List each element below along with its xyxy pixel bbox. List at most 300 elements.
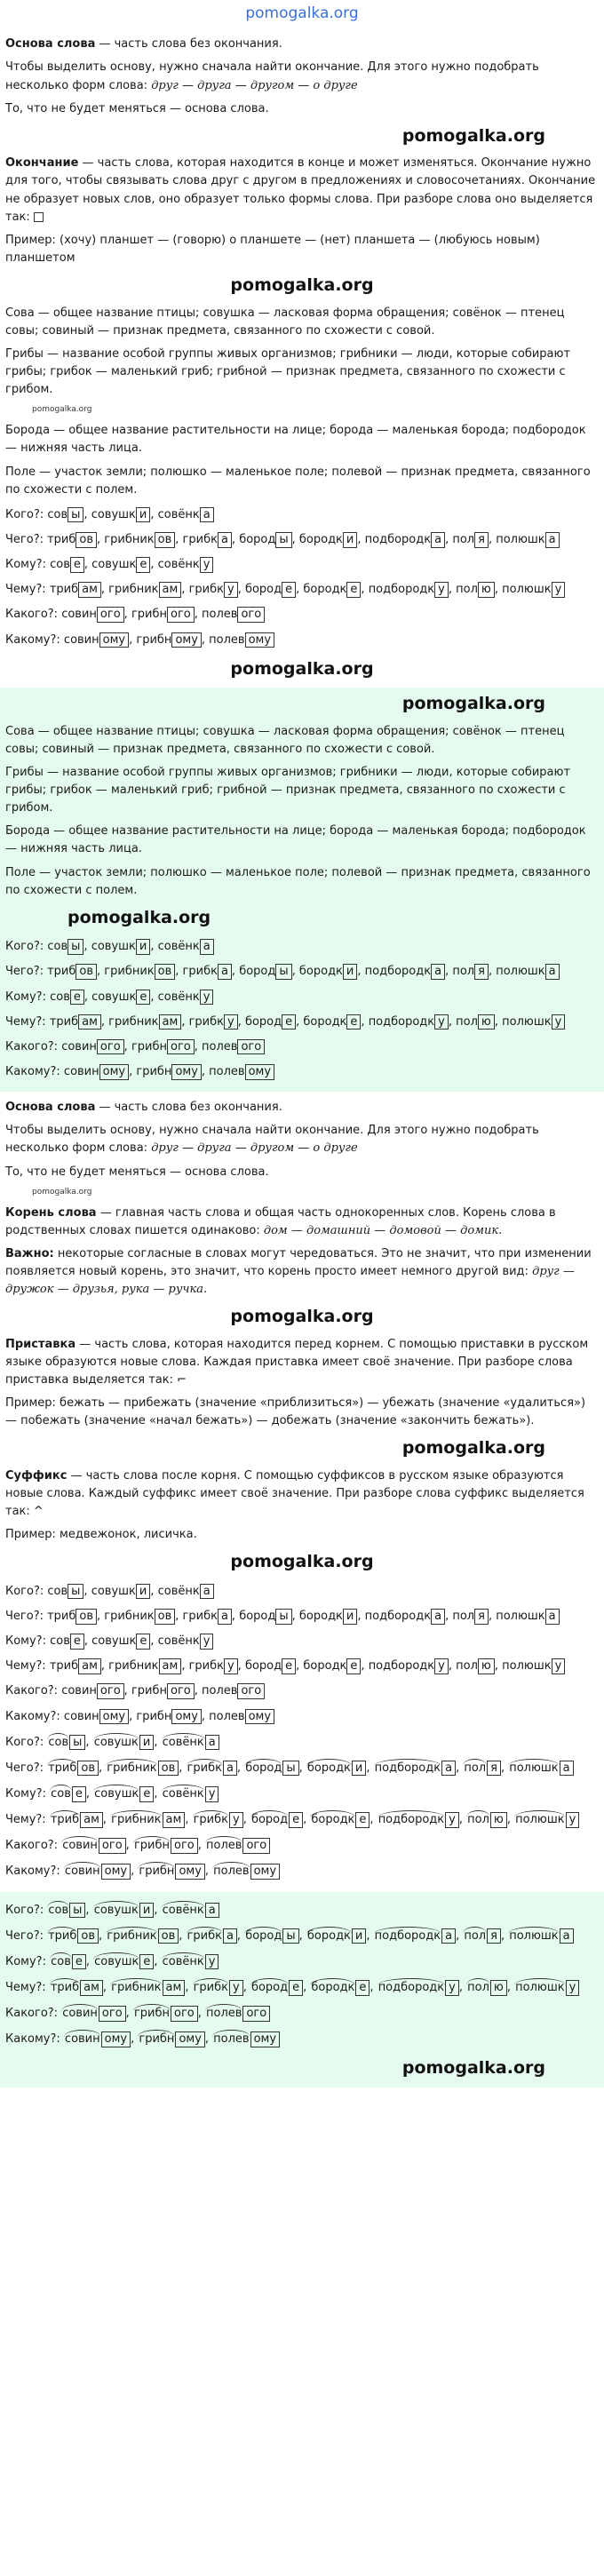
word-stem: полюшк — [502, 1014, 552, 1029]
word-ending: ов — [155, 1609, 176, 1625]
word-ending: ов — [155, 532, 176, 548]
word-stem: грибн — [136, 1709, 172, 1723]
word-ending: ого — [99, 1838, 126, 1854]
case-word — [205, 2007, 270, 2020]
word-ending: ого — [97, 607, 124, 623]
case-word — [108, 583, 181, 596]
word-ending: ому — [250, 1864, 280, 1880]
pristavka-definition: Приставка — часть слова, которая находится перед корнем. С помощью приставки в русском языке образуются новые слова. Каждая приставка имеет своё значение. При разборе слова приставка выделяется так: ⌐ — [5, 1337, 589, 1387]
word-stem: бород — [244, 1927, 282, 1945]
case-word — [310, 1981, 370, 1994]
word-stem: триб — [50, 1810, 80, 1829]
case-label: Чего?: — [5, 1928, 48, 1943]
word-stem: совушк — [93, 1952, 139, 1971]
case-label: Кого?: — [5, 1584, 48, 1598]
word-ending: у — [205, 1954, 219, 1970]
word-stem: полюшк — [496, 1610, 545, 1624]
case-row-kogo: Кого?: сов ы , совушк и , совёнк а — [5, 1901, 599, 1920]
word-stem: грибк — [182, 1610, 218, 1624]
word-ending: е — [70, 990, 84, 1006]
case-word — [187, 1761, 237, 1775]
section-final — [0, 1892, 604, 2087]
word-ending: а — [545, 1609, 560, 1625]
word-stem: сов — [47, 1733, 69, 1752]
case-word — [212, 2032, 280, 2046]
word-ending: а — [545, 964, 560, 980]
word-stem: полев — [202, 1039, 238, 1053]
case-label: Какому?: — [5, 1064, 64, 1078]
word-ending: е — [139, 1786, 154, 1802]
case-word — [64, 1864, 131, 1878]
word-stem: полюшк — [496, 965, 545, 979]
case-word — [193, 1813, 243, 1826]
case-word — [104, 1610, 175, 1623]
word-stem: совин — [64, 2030, 101, 2048]
suffix-mark-icon: ^ — [33, 1505, 44, 1519]
osnova-explanation: Чтобы выделить основу, нужно сначала найти окончание. Для этого нужно подобрать несколько форм слова: друг — друга — другом — о друге — [5, 60, 539, 92]
case-word — [209, 1710, 274, 1723]
form-3: другом — [250, 78, 295, 92]
word-ending: ов — [155, 964, 176, 980]
word-stem: подбородк — [364, 965, 432, 979]
word-stem: бородк — [310, 1810, 355, 1829]
word-ending: а — [205, 1903, 219, 1919]
word-ending: а — [205, 1735, 219, 1751]
case-word — [162, 1787, 219, 1801]
word-stem: совин — [61, 2004, 99, 2023]
word-stem: пол — [452, 965, 475, 979]
case-word — [378, 1981, 459, 1994]
case-label: Чему?: — [5, 1813, 50, 1827]
case-word — [47, 533, 97, 546]
okonch-example: Пример: (хочу) планшет — (говорю) о планшете — (нет) планшета — (любуюсь новым) планшетом — [5, 233, 540, 266]
word-stem: полев — [209, 1709, 245, 1723]
word-stem: полев — [202, 1684, 238, 1698]
word-stem: бород — [244, 583, 282, 597]
watermark: pomogalka.org — [230, 1307, 374, 1327]
word-stem: грибк — [182, 965, 218, 979]
word-stem: совёнк — [162, 1785, 205, 1803]
section-morphemes — [0, 1092, 604, 1891]
word-ending: у — [434, 582, 449, 598]
case-label: Чего?: — [5, 1761, 48, 1775]
word-stem: бородк — [298, 965, 343, 979]
case-word — [209, 1065, 274, 1078]
case-word — [47, 1929, 99, 1943]
case-row-chemu: Чему?: триб ам , грибник ам , грибк у , бород е , бородк е , подбородк у , пол ю , полюшк у — [5, 1810, 599, 1829]
koren-important: Важно: некоторые согласные в словах могут чередоваться. Это не значит, что при изменении появляется новый корень, это значит, что корень просто имеет немного другой вид: друг — дружок — друзья, рука — ручка. — [5, 1246, 592, 1297]
word-stem: грибн — [131, 608, 167, 622]
word-stem: сов — [50, 558, 70, 572]
word-stem: полюшк — [514, 1978, 565, 1997]
section-repeat — [0, 688, 604, 1092]
osnova-explanation-2: Чтобы выделить основу, нужно сначала найти окончание. Для этого нужно подобрать несколько форм слова: друг — друга — другом — о друге — [5, 1124, 539, 1156]
word-ending: е — [289, 1812, 303, 1828]
word-ending: а — [441, 1761, 456, 1777]
case-word — [61, 608, 123, 621]
case-word — [93, 1787, 154, 1801]
word-ending: ам — [159, 582, 182, 598]
case-row-chego: Чего?: триб ов , грибник ов , грибк а , бород ы , бородк и , подбородк а , пол я , полюшк а — [5, 963, 599, 981]
word-stem: бородк — [306, 1927, 352, 1945]
word-ending: а — [560, 1761, 574, 1777]
case-word — [245, 1659, 296, 1673]
word-ending: е — [346, 582, 361, 598]
koren-definition: Корень слова — главная часть слова и общая часть однокоренных слов. Корень слова в родственных словах пишется одинаково: дом — домашний — домовой — домик. — [5, 1205, 556, 1237]
case-label: Чему?: — [5, 1980, 50, 1994]
word-ending: и — [136, 507, 150, 523]
case-word — [310, 1813, 370, 1826]
word-stem: пол — [466, 1810, 490, 1829]
case-row-komu: Кому?: сов е , совушк е , совёнк у — [5, 1785, 599, 1803]
case-word — [110, 1813, 185, 1826]
case-word — [193, 1981, 243, 1994]
word-ending: ам — [78, 1658, 101, 1674]
word-ending: а — [218, 964, 232, 980]
word-stem: грибк — [187, 1759, 223, 1777]
word-ending: ого — [167, 1683, 195, 1699]
case-word — [183, 965, 232, 978]
word-ending: е — [355, 1812, 370, 1828]
word-stem: грибник — [108, 1014, 159, 1029]
word-ending: ов — [76, 532, 97, 548]
case-label: Какого?: — [5, 1839, 62, 1853]
case-label: Какому?: — [5, 2032, 64, 2047]
word-ending: и — [136, 939, 150, 955]
case-word — [456, 1015, 495, 1029]
word-stem: совёнк — [157, 940, 200, 954]
word-pole: Поле — участок земли; полюшко — маленькое поле; полевой — признак предмета, связанного по схожести с полем. — [5, 465, 591, 497]
ending-box-icon — [34, 212, 44, 222]
prefix-mark-icon: ⌐ — [177, 1373, 187, 1387]
case-word — [205, 1839, 270, 1852]
word-stem: совин — [61, 1836, 99, 1855]
case-word — [47, 965, 97, 978]
case-word — [365, 965, 445, 978]
word-stem: грибк — [188, 1014, 224, 1029]
case-word — [496, 533, 559, 546]
case-word — [189, 583, 238, 596]
word-ending: е — [136, 990, 150, 1006]
case-row-kakomu2: Какому?: совин ому , грибн ому , полев ому — [5, 632, 599, 649]
case-word — [47, 1736, 85, 1749]
case-word — [502, 1659, 565, 1673]
case-word — [212, 1864, 280, 1878]
word-stem: бород — [244, 1014, 282, 1029]
section-osnova — [0, 28, 604, 688]
case-label: Кому?: — [5, 1787, 51, 1801]
okonch-term: Окончание — [5, 156, 79, 171]
form-4: о друге — [313, 78, 358, 92]
case-label: Кого?: — [5, 1903, 48, 1917]
case-word — [47, 1904, 85, 1917]
word-ending: и — [343, 1609, 357, 1625]
word-stem: полюшк — [514, 1810, 565, 1829]
watermark: pomogalka.org — [230, 1552, 374, 1572]
word-ending: я — [474, 1609, 489, 1625]
watermark: pomogalka.org — [230, 658, 374, 679]
word-stem: сов — [47, 940, 68, 954]
case-word — [91, 1634, 150, 1648]
case-word — [502, 583, 565, 596]
word-ending: ы — [68, 507, 83, 523]
form-2: друга — [197, 78, 232, 92]
word-boroda: Борода — общее название растительности на лице; борода — маленькая борода; подбородок — нижняя часть лица. — [5, 424, 586, 456]
watermark: pomogalka.org — [401, 694, 545, 714]
word-stem: бород — [239, 965, 276, 979]
word-stem: грибник — [104, 965, 155, 979]
word-stem: сов — [50, 1785, 72, 1803]
word-ending: ю — [478, 1014, 495, 1030]
case-word — [245, 583, 296, 596]
cases-list-1 — [5, 506, 599, 649]
case-word — [104, 965, 175, 978]
word-ending: ому — [101, 1864, 131, 1880]
case-row-chemu: Чему?: триб ам , грибник ам , грибк у , бород е , бородк е , подбородк у , пол ю , полюшк у — [5, 1014, 599, 1031]
word-stem: подбородк — [368, 1659, 435, 1674]
word-stem: грибк — [188, 583, 224, 597]
word-stem: полюшк — [502, 583, 552, 597]
case-word — [64, 1710, 129, 1723]
case-row-kogo: Кого?: сов ы , совушк и , совёнк а — [5, 506, 599, 524]
word-stem: совёнк — [157, 1634, 200, 1649]
word-ending: а — [223, 1928, 237, 1944]
case-word — [452, 533, 489, 546]
word-stem: совин — [63, 1709, 99, 1723]
case-label: Чего?: — [5, 1610, 48, 1624]
word-ending: я — [474, 964, 489, 980]
word-ending: ю — [490, 1980, 507, 1996]
word-ending: а — [560, 1928, 574, 1944]
case-word — [202, 1040, 265, 1053]
word-ending: е — [136, 1634, 150, 1650]
word-ending: и — [343, 964, 357, 980]
case-row-kakomu: Какого?: совин ого , грибн ого , полев ого — [5, 1682, 599, 1700]
case-row-kogo: Кого?: сов ы , совушк и , совёнк а — [5, 1733, 599, 1752]
word-stem: бород — [250, 1810, 289, 1829]
word-stem: грибник — [110, 1810, 162, 1829]
word-stem: полев — [212, 2030, 250, 2048]
watermark: pomogalka.org — [32, 405, 92, 415]
case-word — [508, 1761, 573, 1775]
word-ending: и — [139, 1735, 154, 1751]
word-ending: ам — [163, 1812, 186, 1828]
word-stem: совушк — [93, 1901, 139, 1920]
word-ending: ы — [68, 939, 83, 955]
word-ending: и — [136, 1584, 150, 1600]
case-word — [303, 583, 361, 596]
word-stem: полев — [212, 1862, 250, 1880]
case-word — [202, 608, 265, 621]
word-stem: совёнк — [162, 1733, 205, 1752]
case-word — [158, 1634, 214, 1648]
word-ending: ы — [275, 532, 291, 548]
word-ending: е — [72, 1954, 86, 1970]
case-word — [250, 1981, 303, 1994]
word-ending: е — [70, 557, 84, 573]
word-stem: совин — [63, 632, 99, 647]
word-stem: триб — [49, 1014, 79, 1029]
watermark: pomogalka.org — [401, 2058, 545, 2079]
word-ending: ам — [78, 1014, 101, 1030]
case-word — [133, 1839, 198, 1852]
case-label: Кому?: — [5, 1634, 51, 1649]
word-ending: у — [200, 1634, 214, 1650]
case-word — [61, 1040, 123, 1053]
word-stem: совин — [61, 1684, 97, 1698]
case-word — [108, 1659, 181, 1673]
word-ending: ам — [159, 1658, 182, 1674]
case-label: Кому?: — [5, 558, 51, 572]
case-word — [466, 1981, 507, 1994]
word-ending: е — [346, 1658, 361, 1674]
case-word — [64, 633, 129, 647]
case-word — [189, 1015, 238, 1029]
word-ending: у — [229, 1980, 243, 1996]
case-word — [50, 558, 84, 571]
word-ending: ы — [69, 1735, 85, 1751]
case-word — [239, 1610, 291, 1623]
word-stem: грибн — [136, 1064, 172, 1078]
word-ending: я — [474, 532, 489, 548]
word-ending: и — [352, 1928, 366, 1944]
word-ending: и — [343, 532, 357, 548]
word-stem: полюшк — [502, 1659, 552, 1674]
case-word — [365, 533, 445, 546]
word-stem: пол — [456, 583, 478, 597]
word-stem: совин — [61, 608, 97, 622]
word-stem: полюшк — [496, 532, 545, 546]
word-stem: триб — [47, 1759, 77, 1777]
case-word — [239, 965, 291, 978]
case-word — [299, 1610, 357, 1623]
case-label: Чему?: — [5, 1014, 50, 1029]
word-ending: ого — [167, 1039, 195, 1055]
word-ending: е — [70, 1634, 84, 1650]
case-row-kakomu: Какого?: совин ого , грибн ого , полев ого — [5, 2004, 599, 2023]
word-ending: ому — [171, 1709, 201, 1725]
cases-list-2 — [5, 938, 599, 1081]
word-ending: я — [487, 1928, 501, 1944]
case-label: Кого?: — [5, 940, 48, 954]
case-word — [514, 1813, 579, 1826]
word-stem: грибн — [136, 632, 172, 647]
word-ending: у — [566, 1812, 580, 1828]
case-word — [106, 1761, 179, 1775]
word-ending: а — [218, 532, 232, 548]
case-label: Кому?: — [5, 1954, 51, 1968]
case-word — [466, 1813, 507, 1826]
word-ending: е — [282, 582, 296, 598]
word-ending: а — [431, 532, 445, 548]
word-stem: подбородк — [374, 1927, 441, 1945]
case-row-chemu: Чему?: триб ам , грибник ам , грибк у , бород е , бородк е , подбородк у , пол ю , полюшк у — [5, 1658, 599, 1675]
case-row-kakomu: Какого?: совин ого , грибн ого , полев ого — [5, 1038, 599, 1056]
word-ending: у — [224, 582, 238, 598]
case-word — [61, 2007, 125, 2020]
case-word — [306, 1929, 366, 1943]
word-ending: у — [434, 1658, 449, 1674]
word-stem: совин — [61, 1039, 97, 1053]
word-stem: полев — [205, 2004, 242, 2023]
case-word — [306, 1761, 366, 1775]
word-ending: ому — [101, 2031, 131, 2047]
word-stem: совёнк — [157, 558, 200, 572]
case-word — [136, 1710, 202, 1723]
word-ending: ы — [69, 1903, 85, 1919]
word-ending: а — [441, 1928, 456, 1944]
case-word — [91, 508, 151, 521]
word-stem: пол — [456, 1659, 478, 1674]
word-ending: а — [200, 1584, 214, 1600]
word-ending: ого — [171, 2006, 198, 2022]
case-word — [369, 1015, 449, 1029]
word-griby: Грибы — название особой группы живых организмов; грибники — люди, которые собирают грибы; грибок — маленький гриб; грибной — признак предмета, связанного по схожести с грибом. — [5, 346, 571, 397]
case-word — [496, 965, 559, 978]
word-stem: грибк — [188, 1659, 224, 1674]
word-ending: е — [136, 557, 150, 573]
site-logo[interactable]: pomogalka.org — [245, 4, 359, 22]
word-ending: ов — [158, 1928, 179, 1944]
case-word — [61, 1839, 125, 1852]
osnova-definition-2: Основа слова — часть слова без окончания. — [5, 1101, 282, 1115]
word-stem: пол — [466, 1978, 490, 1997]
case-row-chego: Чего?: триб ов , грибник ов , грибк а , бород ы , бородк и , подбородк а , пол я , полюшк а — [5, 1927, 599, 1945]
word-stem: бородк — [310, 1978, 355, 1997]
case-word — [369, 583, 449, 596]
word-stem: полев — [209, 1064, 245, 1078]
word-ending: ого — [171, 1838, 198, 1854]
word-stem: совёнк — [157, 507, 200, 521]
word-stem: грибк — [193, 1810, 229, 1829]
word-ending: у — [205, 1786, 219, 1802]
pristavka-term: Приставка — [5, 1337, 76, 1351]
case-word — [158, 940, 214, 953]
word-stem: триб — [47, 532, 76, 546]
case-word — [245, 1015, 296, 1029]
case-word — [508, 1929, 573, 1943]
case-word — [187, 1929, 237, 1943]
word-stem: триб — [49, 1659, 79, 1674]
case-label: Какого?: — [5, 608, 62, 622]
case-row-kakomu2: Какому?: совин ому , грибн ому , полев ому — [5, 2030, 599, 2048]
word-ending: у — [229, 1812, 243, 1828]
word-stem: подбородк — [378, 1810, 445, 1829]
word-ending: у — [224, 1014, 238, 1030]
word-stem: полев — [202, 608, 238, 622]
case-label: Какому?: — [5, 632, 64, 647]
case-word — [64, 1065, 129, 1078]
case-row-chego: Чего?: триб ов , грибник ов , грибк а , бород ы , бородк и , подбородк а , пол я , полюшк а — [5, 1608, 599, 1626]
case-word — [209, 633, 274, 647]
word-ending: ам — [80, 1980, 103, 1996]
case-word — [50, 1015, 101, 1029]
case-word — [378, 1813, 459, 1826]
case-word — [158, 990, 214, 1004]
word-stem: триб — [47, 1610, 76, 1624]
case-row-kakomu2: Какому?: совин ому , грибн ому , полев ому — [5, 1862, 599, 1880]
watermark: pomogalka.org — [401, 125, 545, 146]
word-stem: грибник — [106, 1759, 157, 1777]
word-stem: совушк — [93, 1785, 139, 1803]
word-ending: ому — [171, 1064, 201, 1080]
word-ending: ю — [478, 582, 495, 598]
word-stem: совёнк — [162, 1952, 205, 1971]
word-stem: сов — [50, 990, 70, 1004]
word-ending: а — [431, 1609, 445, 1625]
word-stem: полюшк — [508, 1759, 559, 1777]
word-stem: подбородк — [368, 583, 435, 597]
